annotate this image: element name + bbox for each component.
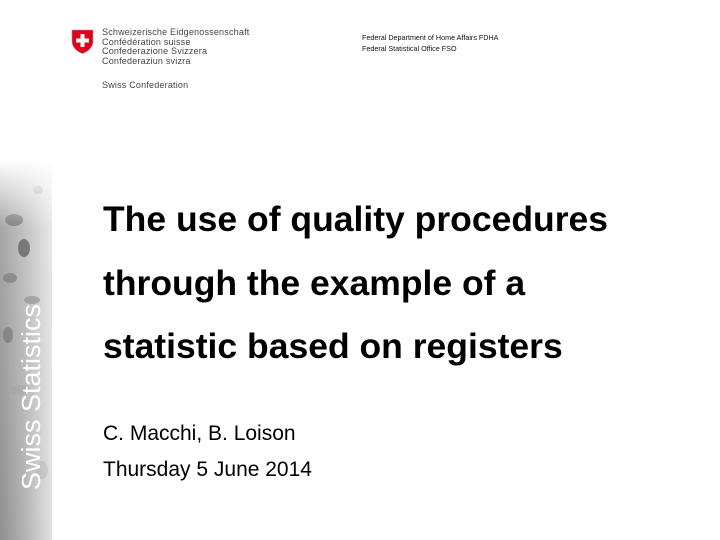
confederation-line-it: Confederazione Svizzera bbox=[102, 46, 208, 57]
confederation-line-rm: Confederaziun svizra bbox=[102, 55, 191, 66]
office-name: Federal Statistical Office FSO bbox=[362, 43, 457, 53]
swiss-statistics-text: Swiss Statistics bbox=[18, 314, 46, 490]
confederation-line-en: Swiss Confederation bbox=[102, 80, 189, 91]
authors: C. Macchi, B. Loison bbox=[103, 422, 296, 445]
title-line-2: through the example of a bbox=[103, 262, 526, 303]
confederation-line-fr: Confédération suisse bbox=[102, 36, 191, 47]
title-line-1: The use of quality procedures bbox=[103, 199, 608, 239]
confederation-names bbox=[102, 28, 249, 91]
byline bbox=[103, 416, 312, 488]
swiss-cross-icon bbox=[70, 29, 95, 54]
presentation-date: Thursday 5 June 2014 bbox=[103, 458, 312, 481]
title-line-3: statistic based on registers bbox=[103, 326, 563, 366]
swiss-statistics-label bbox=[16, 300, 46, 492]
confederation-line-de: Schweizerische Eidgenossenschaft bbox=[102, 27, 250, 37]
department-block bbox=[362, 33, 498, 54]
slide-title bbox=[103, 188, 703, 379]
department-name: Federal Department of Home Affairs FDHA bbox=[362, 33, 499, 42]
